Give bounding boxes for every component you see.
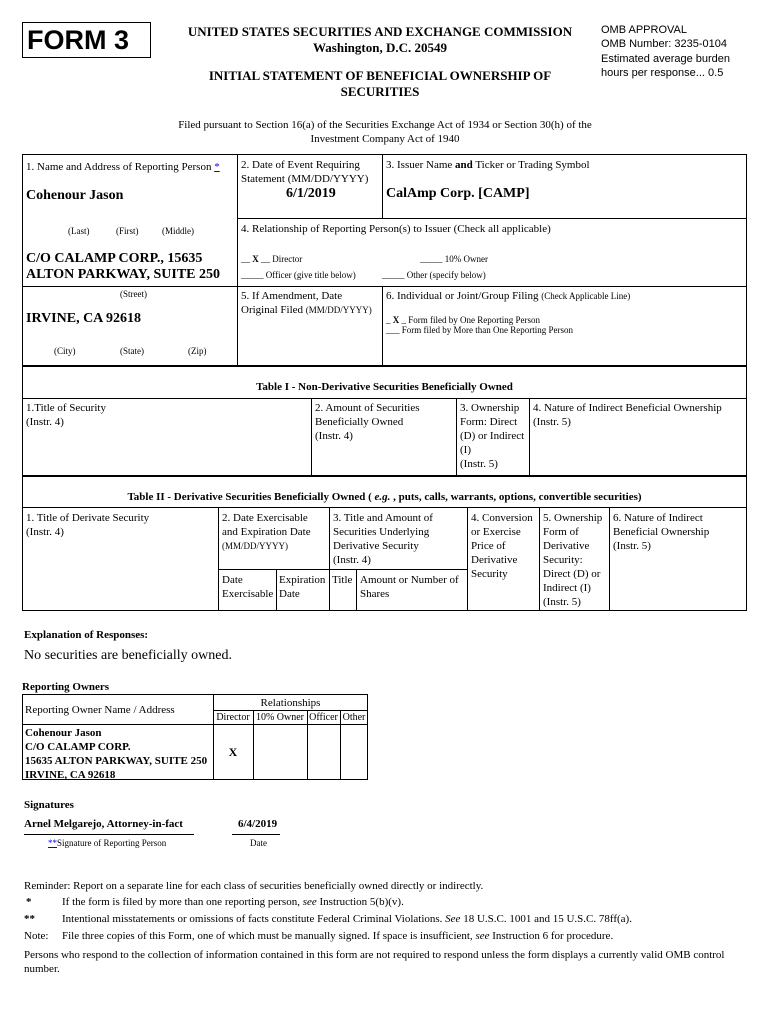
issuer-label	[386, 158, 590, 172]
director-prefix: __	[241, 254, 250, 264]
note3	[62, 930, 613, 942]
sig-footnote-link[interactable]: **	[48, 838, 57, 848]
other-check: _____ Other (specify below)	[382, 270, 486, 280]
note2-a: Intentional misstatements or omissions of facts constitute Federal Criminal Violations.	[62, 913, 446, 925]
note1-see: see	[302, 896, 317, 908]
ten-pct-owner-check: _____ 10% Owner	[420, 254, 488, 264]
divider	[276, 569, 277, 611]
t2-col-dates	[222, 511, 311, 553]
divider	[456, 398, 457, 476]
middle-label: (Middle)	[162, 226, 194, 236]
director-mark: X	[252, 254, 259, 264]
t2-title-a: Table II - Derivative Securities Beneficially Owned (	[127, 491, 375, 503]
more-person-check: ___ Form filed by More than One Reporting Person	[386, 325, 573, 335]
filing-label-small: (Check Applicable Line)	[541, 291, 631, 301]
note2	[62, 913, 632, 925]
divider	[218, 569, 467, 570]
ro-col-other: Other	[342, 712, 366, 723]
amendment-label-small: (MM/DD/YYYY)	[305, 305, 372, 315]
ro-row-name: Cohenour Jason C/O CALAMP CORP. 15635 ALTON PARKWAY, SUITE 250 IRVINE, CA 92618	[25, 727, 208, 781]
divider	[382, 286, 383, 366]
director-label: __ Director	[261, 254, 303, 264]
signature-date: 6/4/2019	[238, 818, 278, 830]
divider	[22, 286, 747, 287]
director-check	[241, 254, 302, 264]
note2-see: See	[445, 913, 461, 925]
event-date-label: 2. Date of Event Requiring Statement (MM/DD/YYYY)	[241, 159, 369, 185]
t2-title-eg: e.g.	[374, 491, 391, 503]
t2-col-nature: 6. Nature of Indirect Beneficial Ownership (Instr. 5)	[613, 512, 710, 552]
t2-col-underlying: 3. Title and Amount of Securities Underlying Derivative Security (Instr. 4)	[333, 512, 433, 566]
event-date: 6/1/2019	[286, 186, 336, 201]
note1	[62, 896, 404, 908]
note2-mark: **	[24, 913, 35, 925]
t2-sub-expiration: Expiration Date	[279, 574, 326, 600]
omb-hours: 0.5	[708, 67, 724, 79]
last-label: (Last)	[68, 226, 90, 236]
note3-a: File three copies of this Form, one of which must be manually signed. If space is insufficient,	[62, 930, 476, 942]
divider	[218, 507, 219, 611]
t2-sub-date-exercisable: Date Exercisable	[222, 574, 274, 600]
divider	[382, 154, 383, 218]
divider	[529, 398, 530, 476]
note3-see: see	[475, 930, 490, 942]
divider	[539, 507, 540, 611]
issuer-label-and: and	[455, 159, 473, 171]
one-prefix: _	[386, 315, 391, 325]
sig-label-text: Signature of Reporting Person	[57, 838, 167, 848]
filing-label	[386, 289, 630, 303]
t1-col-nature: 4. Nature of Indirect Beneficial Ownership (Instr. 5)	[533, 402, 722, 428]
divider	[356, 569, 357, 611]
note2-b: 18 U.S.C. 1001 and 15 U.S.C. 78ff(a).	[460, 913, 632, 925]
note3-b: Instruction 6 for procedure.	[489, 930, 614, 942]
one-person-check	[386, 315, 540, 325]
filing-label-text: 6. Individual or Joint/Group Filing	[386, 290, 539, 302]
reporting-person-name: Cohenour Jason	[26, 188, 124, 203]
t2-sub-amount: Amount or Number of Shares	[360, 574, 459, 600]
reporting-person-label-text: 1. Name and Address of Reporting Person	[26, 161, 212, 173]
ro-row-director: X	[228, 745, 238, 759]
signature-label	[48, 838, 166, 848]
omb-number: OMB Number: 3235-0104	[601, 38, 727, 50]
omb-approval: OMB APPROVAL	[601, 24, 687, 36]
divider	[329, 507, 330, 611]
note1-b: Instruction 5(b)(v).	[316, 896, 404, 908]
reporting-person-street: C/O CALAMP CORP., 15635 ALTON PARKWAY, SUITE 250	[26, 251, 220, 282]
ro-col-ten-pct: 10% Owner	[255, 712, 305, 723]
t2-title-b: , puts, calls, warrants, options, convertible securities)	[390, 491, 642, 503]
amendment-label	[241, 289, 372, 317]
officer-check: _____ Officer (give title below)	[241, 270, 356, 280]
ro-col-director: Director	[216, 712, 250, 723]
omb-burden	[601, 52, 730, 80]
one-label: _ Form filed by One Reporting Person	[401, 315, 540, 325]
issuer-label-b: Ticker or Trading Symbol	[472, 159, 590, 171]
form-title: INITIAL STATEMENT OF BENEFICIAL OWNERSHIP OF SECURITIES	[208, 68, 552, 99]
persons-notice: Persons who respond to the collection of information contained in this form are not required to respond unless the form displays a currently valid OMB control number.	[24, 949, 725, 975]
t2-col-conversion: 4. Conversion or Exercise Price of Derivative Security	[471, 512, 533, 580]
reporting-person-label	[26, 160, 220, 174]
ro-col-name: Reporting Owner Name / Address	[25, 704, 175, 716]
reporting-person-city: IRVINE, CA 92618	[26, 311, 142, 326]
divider	[609, 507, 610, 611]
form-label: FORM 3	[27, 25, 130, 55]
t2-col-dates-small: (MM/DD/YYYY)	[222, 541, 288, 551]
explanation-heading: Explanation of Responses:	[24, 629, 149, 641]
zip-label: (Zip)	[188, 346, 207, 356]
reporting-owners-heading: Reporting Owners	[22, 681, 110, 693]
divider	[24, 834, 194, 835]
one-mark: X	[392, 315, 400, 325]
t1-col-amount: 2. Amount of Securities Beneficially Owned (Instr. 4)	[315, 402, 420, 442]
first-label: (First)	[116, 226, 139, 236]
divider	[237, 154, 238, 366]
divider	[237, 218, 747, 219]
divider	[311, 398, 312, 476]
explanation-text: No securities are beneficially owned.	[24, 648, 232, 663]
t2-col-title: 1. Title of Derivate Security (Instr. 4)	[26, 512, 150, 538]
agency-name: UNITED STATES SECURITIES AND EXCHANGE COMMISSION	[187, 24, 573, 39]
table-2-title	[22, 491, 747, 503]
relationship-label: 4. Relationship of Reporting Person(s) to Issuer (Check all applicable)	[241, 223, 551, 235]
t2-sub-title: Title	[332, 574, 353, 586]
t2-col-ownership: 5. Ownership Form of Derivative Security: Direct (D) or Indirect (I) (Instr. 5)	[543, 512, 603, 608]
omb-burden-text: Estimated average burden hours per response...	[601, 53, 731, 79]
date-label: Date	[250, 838, 267, 848]
footnote-link[interactable]: *	[214, 161, 220, 173]
table-1-title: Table I - Non-Derivative Securities Beneficially Owned	[256, 381, 513, 393]
ro-col-relationships: Relationships	[260, 697, 321, 709]
divider	[22, 507, 747, 508]
note3-label: Note:	[24, 930, 49, 942]
street-label: (Street)	[120, 289, 147, 299]
issuer-name: CalAmp Corp. [CAMP]	[386, 186, 530, 201]
state-label: (State)	[120, 346, 144, 356]
amendment-label-text: 5. If Amendment, Date Original Filed	[241, 290, 343, 316]
t1-col-ownership: 3. Ownership Form: Direct (D) or Indirect (I) (Instr. 5)	[460, 402, 525, 470]
ro-col-officer: Officer	[309, 712, 338, 723]
divider	[232, 834, 280, 835]
t1-col-title: 1.Title of Security (Instr. 4)	[26, 402, 106, 428]
note1-a: If the form is filed by more than one reporting person,	[62, 896, 303, 908]
t2-col-dates-text: 2. Date Exercisable and Expiration Date	[222, 512, 311, 538]
city-label: (City)	[54, 346, 76, 356]
issuer-label-a: 3. Issuer Name	[386, 159, 456, 171]
signatures-heading: Signatures	[24, 799, 74, 811]
form-label-box	[22, 22, 151, 58]
reminder: Reminder: Report on a separate line for each class of securities beneficially owned directly or indirectly.	[24, 880, 484, 892]
agency-location: Washington, D.C. 20549	[313, 40, 447, 55]
note1-mark: *	[26, 896, 32, 908]
divider	[467, 507, 468, 611]
filed-pursuant: Filed pursuant to Section 16(a) of the Securities Exchange Act of 1934 or Section 30(h) of the Investment Company Act of 1940	[178, 119, 592, 145]
divider	[22, 398, 747, 399]
signer-name: Arnel Melgarejo, Attorney-in-fact	[24, 818, 183, 830]
